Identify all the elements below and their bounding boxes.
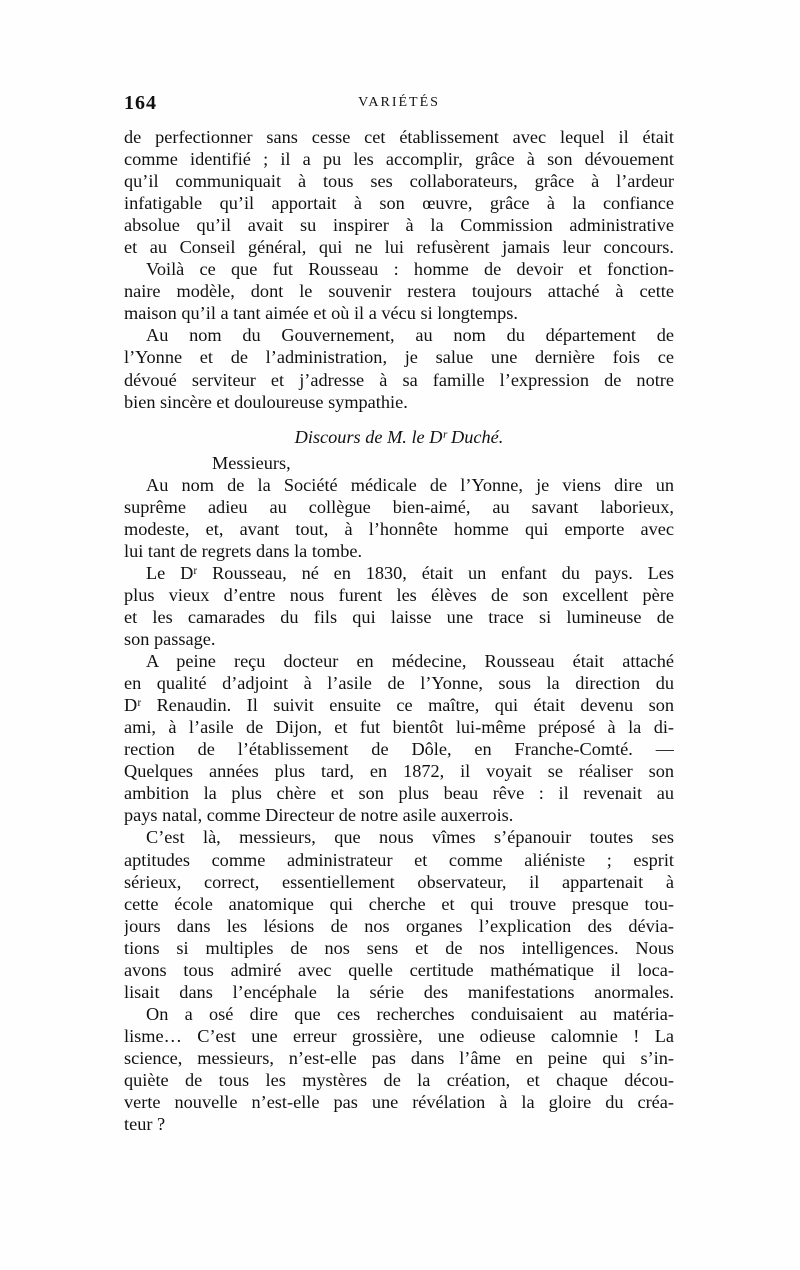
page-number: 164 bbox=[124, 92, 157, 114]
paragraph-7 bbox=[124, 826, 674, 1002]
page-header bbox=[124, 92, 674, 116]
text-line: lisait dans l’encéphale la série des manifestations anormales. bbox=[124, 981, 674, 1002]
text-line: l’Yonne et de l’administration, je salue une dernière fois ce bbox=[124, 347, 674, 368]
text-line: Au nom de la Société médicale de l’Yonne, je viens dire un bbox=[146, 474, 674, 495]
text-line: sérieux, correct, essentiellement observateur, il appartenait à bbox=[124, 871, 674, 892]
paragraph-1 bbox=[124, 126, 674, 258]
text-line: teur ? bbox=[124, 1114, 166, 1135]
text-line: et les camarades du fils qui laisse une trace si lumineuse de bbox=[124, 606, 674, 627]
text-line: infatigable qu’il apportait à son œuvre, grâce à la confiance bbox=[124, 193, 674, 214]
text-line: dévoué serviteur et j’adresse à sa famille l’expression de notre bbox=[124, 369, 674, 390]
salutation: Messieurs, bbox=[212, 452, 291, 473]
text-line: avons tous admiré avec quelle certitude mathématique il loca- bbox=[124, 959, 674, 980]
text-line: A peine reçu docteur en médecine, Rousseau était attaché bbox=[146, 651, 674, 672]
text-line: ambition la plus chère et son plus beau rêve : il revenait au bbox=[124, 783, 674, 804]
text-line: maison qu’il a tant aimée et où il a vécu si longtemps. bbox=[124, 303, 518, 324]
text-line: bien sincère et douloureuse sympathie. bbox=[124, 391, 408, 412]
text-line: qu’il communiquait à tous ses collaborateurs, grâce à l’ardeur bbox=[124, 171, 674, 192]
text-line: comme identifié ; il a pu les accomplir, grâce à son dévouement bbox=[124, 149, 674, 170]
text-line: naire modèle, dont le souvenir restera toujours attaché à cette bbox=[124, 281, 674, 302]
text-line: rection de l’établissement de Dôle, en Franche-Comté. — bbox=[124, 739, 674, 760]
paragraph-8 bbox=[124, 1003, 674, 1135]
text-line: plus vieux d’entre nous furent les élèves de son excellent père bbox=[124, 584, 674, 605]
text-line: lisme… C’est une erreur grossière, une odieuse calomnie ! La bbox=[124, 1025, 674, 1046]
text-line: et au Conseil général, qui ne lui refusèrent jamais leur concours. bbox=[124, 237, 674, 258]
text-line: ami, à l’asile de Dijon, et fut bientôt lui-même préposé à la di- bbox=[124, 717, 674, 738]
text-line: Dʳ Renaudin. Il suivit ensuite ce maître, qui était devenu son bbox=[124, 695, 674, 716]
text-line: quiète de tous les mystères de la création, et chaque décou- bbox=[124, 1069, 674, 1090]
text-line: pays natal, comme Directeur de notre asile auxerrois. bbox=[124, 805, 514, 826]
text-line: aptitudes comme administrateur et comme aliéniste ; esprit bbox=[124, 849, 674, 870]
text-line: On a osé dire que ces recherches conduisaient au matéria- bbox=[146, 1003, 674, 1024]
text-line: absolue qu’il avait su inspirer à la Commission administrative bbox=[124, 215, 674, 236]
paragraph-5 bbox=[124, 562, 674, 650]
text-line: Voilà ce que fut Rousseau : homme de devoir et fonction- bbox=[146, 259, 674, 280]
paragraph-3 bbox=[124, 324, 674, 412]
paragraph-2 bbox=[124, 258, 674, 324]
text-line: cette école anatomique qui cherche et qui trouve presque tou- bbox=[124, 893, 674, 914]
text-line: C’est là, messieurs, que nous vîmes s’épanouir toutes ses bbox=[146, 827, 674, 848]
body-text bbox=[124, 126, 674, 1135]
paragraph-6 bbox=[124, 650, 674, 826]
text-line: modeste, et, avant tout, à l’honnête homme qui emporte avec bbox=[124, 518, 674, 539]
text-line: lui tant de regrets dans la tombe. bbox=[124, 540, 363, 561]
text-line: Le Dʳ Rousseau, né en 1830, était un enfant du pays. Les bbox=[146, 562, 674, 583]
text-line: Quelques années plus tard, en 1872, il voyait se réaliser son bbox=[124, 761, 674, 782]
text-line: Au nom du Gouvernement, au nom du département de bbox=[146, 325, 674, 346]
paragraph-4 bbox=[124, 474, 674, 562]
text-line: tions si multiples de nos sens et de nos intelligences. Nous bbox=[124, 937, 674, 958]
text-line: de perfectionner sans cesse cet établissement avec lequel il était bbox=[124, 127, 674, 147]
running-title: VARIÉTÉS bbox=[358, 95, 440, 110]
text-line: verte nouvelle n’est-elle pas une révélation à la gloire du créa- bbox=[124, 1092, 674, 1113]
text-line: en qualité d’adjoint à l’asile de l’Yonne, sous la direction du bbox=[124, 673, 674, 694]
text-line: suprême adieu au collègue bien-aimé, au savant laborieux, bbox=[124, 496, 674, 517]
text-line: jours dans les lésions de nos organes l’explication des dévia- bbox=[124, 915, 674, 936]
speech-heading: Discours de M. le Dʳ Duché. bbox=[294, 426, 504, 447]
text-line: son passage. bbox=[124, 629, 216, 650]
text-line: science, messieurs, n’est-elle pas dans l’âme en peine qui s’in- bbox=[124, 1047, 674, 1068]
